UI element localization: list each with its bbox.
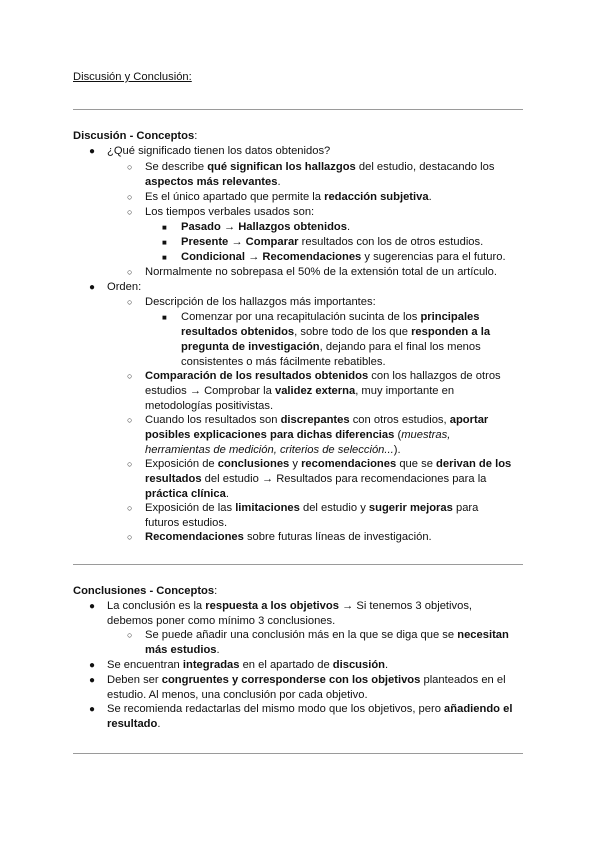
heading-colon: : [214, 585, 218, 597]
list-item [107, 599, 517, 629]
text: con otros estudios, [349, 414, 450, 426]
bullet-circle: ○ [127, 192, 133, 202]
text: , dejando para el final los menos consistentes o más fácilmente rebatibles. [181, 341, 481, 368]
bold-text: Recomendaciones [145, 531, 244, 543]
page-title: Discusión y Conclusión: [73, 71, 192, 83]
text: . [216, 644, 220, 656]
text: Se puede añadir una conclusión más en la que se diga que se [145, 629, 458, 641]
text: Se recomienda redactarlas del mismo modo que los objetivos, pero [107, 703, 445, 715]
text: del estudio y [299, 502, 369, 514]
text: con los hallazgos de otros estudios → Comprobar la [145, 370, 501, 397]
divider [73, 564, 523, 565]
text: Se describe [145, 161, 208, 173]
bold-text: respuesta a los objetivos [205, 600, 339, 612]
bullet-circle: ○ [127, 162, 133, 172]
heading-colon: : [194, 130, 198, 142]
discusion-heading [73, 130, 197, 142]
text: . [346, 221, 351, 233]
text: Deben ser [107, 674, 162, 686]
bold-text: qué significan los hallazgos [207, 161, 356, 173]
bullet-circle: ○ [127, 297, 133, 307]
list-item [181, 250, 516, 265]
text: resultados con los de otros estudios. [298, 236, 484, 248]
bold-text: conclusiones [217, 458, 290, 470]
bullet-dot: ● [89, 675, 96, 686]
text: ( [394, 429, 402, 441]
text: del estudio → Resultados para recomendaciones para la [201, 473, 487, 485]
text: Exposición de las [145, 502, 236, 514]
text: que se [396, 458, 437, 470]
text: . [385, 659, 389, 671]
bullet-dot: ● [89, 601, 96, 612]
text: . [225, 488, 229, 500]
bullet-dot: ● [89, 704, 96, 715]
text: y [289, 458, 302, 470]
bold-text: Comparar [245, 236, 299, 248]
text: Comenzar por una recapitulación sucinta de los [181, 311, 421, 323]
text: y sugerencias para el futuro. [361, 251, 506, 263]
bold-text: derivan de los resultados [145, 458, 512, 485]
text: planteados en el estudio. Al menos, una conclusión por cada objetivo. [107, 674, 506, 701]
list-item: Descripción de los hallazgos más importantes: [145, 296, 376, 308]
text: , sobre todo de los que [294, 326, 412, 338]
text: → Si tenemos 3 objetivos, debemos poner como mínimo 3 conclusiones. [107, 600, 473, 627]
list-item [107, 658, 517, 673]
list-item [145, 160, 515, 190]
bold-text: redacción subjetiva [324, 191, 429, 203]
list-item [107, 673, 517, 703]
bold-text: discusión [332, 659, 385, 671]
bullet-dot: ● [89, 660, 96, 671]
divider [73, 109, 523, 110]
bold-text: necesitan más estudios [145, 629, 509, 656]
text: , muy importante en metodologías positivistas. [145, 385, 455, 412]
list-item [145, 501, 515, 531]
bold-text: Comparación de los resultados obtenidos [145, 370, 369, 382]
bullet-circle: ○ [127, 415, 133, 425]
bold-text: validez externa [274, 385, 356, 397]
text: Es el único apartado que permite la [145, 191, 325, 203]
bold-text: Presente [181, 236, 229, 248]
text: La conclusión es la [107, 600, 206, 612]
list-item [181, 310, 516, 370]
bold-text: añadiendo el resultado [107, 703, 513, 730]
bold-text: sugerir mejoras [368, 502, 453, 514]
bold-text: recomendaciones [301, 458, 397, 470]
list-item: Los tiempos verbales usados son: [145, 206, 315, 218]
bullet-circle: ○ [127, 267, 133, 277]
text: . [157, 718, 161, 730]
list-item [181, 235, 516, 250]
bullet-circle: ○ [127, 207, 133, 217]
bold-text: Condicional → Recomendaciones [181, 251, 362, 263]
list-item [145, 628, 515, 658]
conclusiones-heading [73, 585, 217, 597]
divider [73, 753, 523, 754]
bold-text: limitaciones [235, 502, 300, 514]
list-item: Orden: [107, 281, 142, 293]
italic-text: muestras, herramientas de medición, criterios de selección... [145, 429, 451, 456]
text: del estudio, destacando los [355, 161, 495, 173]
list-item: Normalmente no sobrepasa el 50% de la extensión total de un artículo. [145, 266, 497, 278]
list-item [145, 190, 515, 205]
text: para futuros estudios. [145, 502, 479, 529]
heading-text: Conclusiones - Conceptos [73, 585, 215, 597]
text: . [277, 176, 281, 188]
text: → [228, 236, 246, 248]
text: en el apartado de [239, 659, 333, 671]
bullet-circle: ○ [127, 532, 133, 542]
bold-text: Pasado → Hallazgos obtenidos [181, 221, 347, 233]
bullet-circle: ○ [127, 630, 133, 640]
bold-text: responden a la pregunta de investigación [181, 326, 491, 353]
text: Exposición de [145, 458, 218, 470]
bullet-circle: ○ [127, 503, 133, 513]
bold-text: aspectos más relevantes [145, 176, 278, 188]
list-item [145, 413, 515, 458]
bullet-square: ■ [162, 223, 167, 232]
bold-text: discrepantes [280, 414, 350, 426]
list-item [145, 457, 515, 502]
bullet-circle: ○ [127, 371, 133, 381]
bullet-dot: ● [89, 282, 96, 293]
bold-text: integradas [182, 659, 240, 671]
bullet-square: ■ [162, 253, 167, 262]
text: . [428, 191, 432, 203]
text: sobre futuras líneas de investigación. [243, 531, 432, 543]
bullet-square: ■ [162, 313, 167, 322]
bold-text: aportar posibles explicaciones para dichas diferencias [145, 414, 489, 441]
list-item [145, 530, 515, 545]
bullet-circle: ○ [127, 459, 133, 469]
bullet-dot: ● [89, 146, 96, 157]
bold-text: práctica clínica [145, 488, 226, 500]
text: Se encuentran [107, 659, 183, 671]
bullet-square: ■ [162, 238, 167, 247]
text: ). [393, 444, 401, 456]
list-item [181, 220, 516, 235]
list-item [145, 369, 515, 414]
heading-text: Discusión - Conceptos [73, 130, 195, 142]
bold-text: principales resultados obtenidos [181, 311, 480, 338]
list-item [107, 702, 517, 732]
bold-text: congruentes y corresponderse con los objetivos [161, 674, 421, 686]
list-item: ¿Qué significado tienen los datos obtenidos? [107, 145, 331, 157]
text: Cuando los resultados son [145, 414, 281, 426]
